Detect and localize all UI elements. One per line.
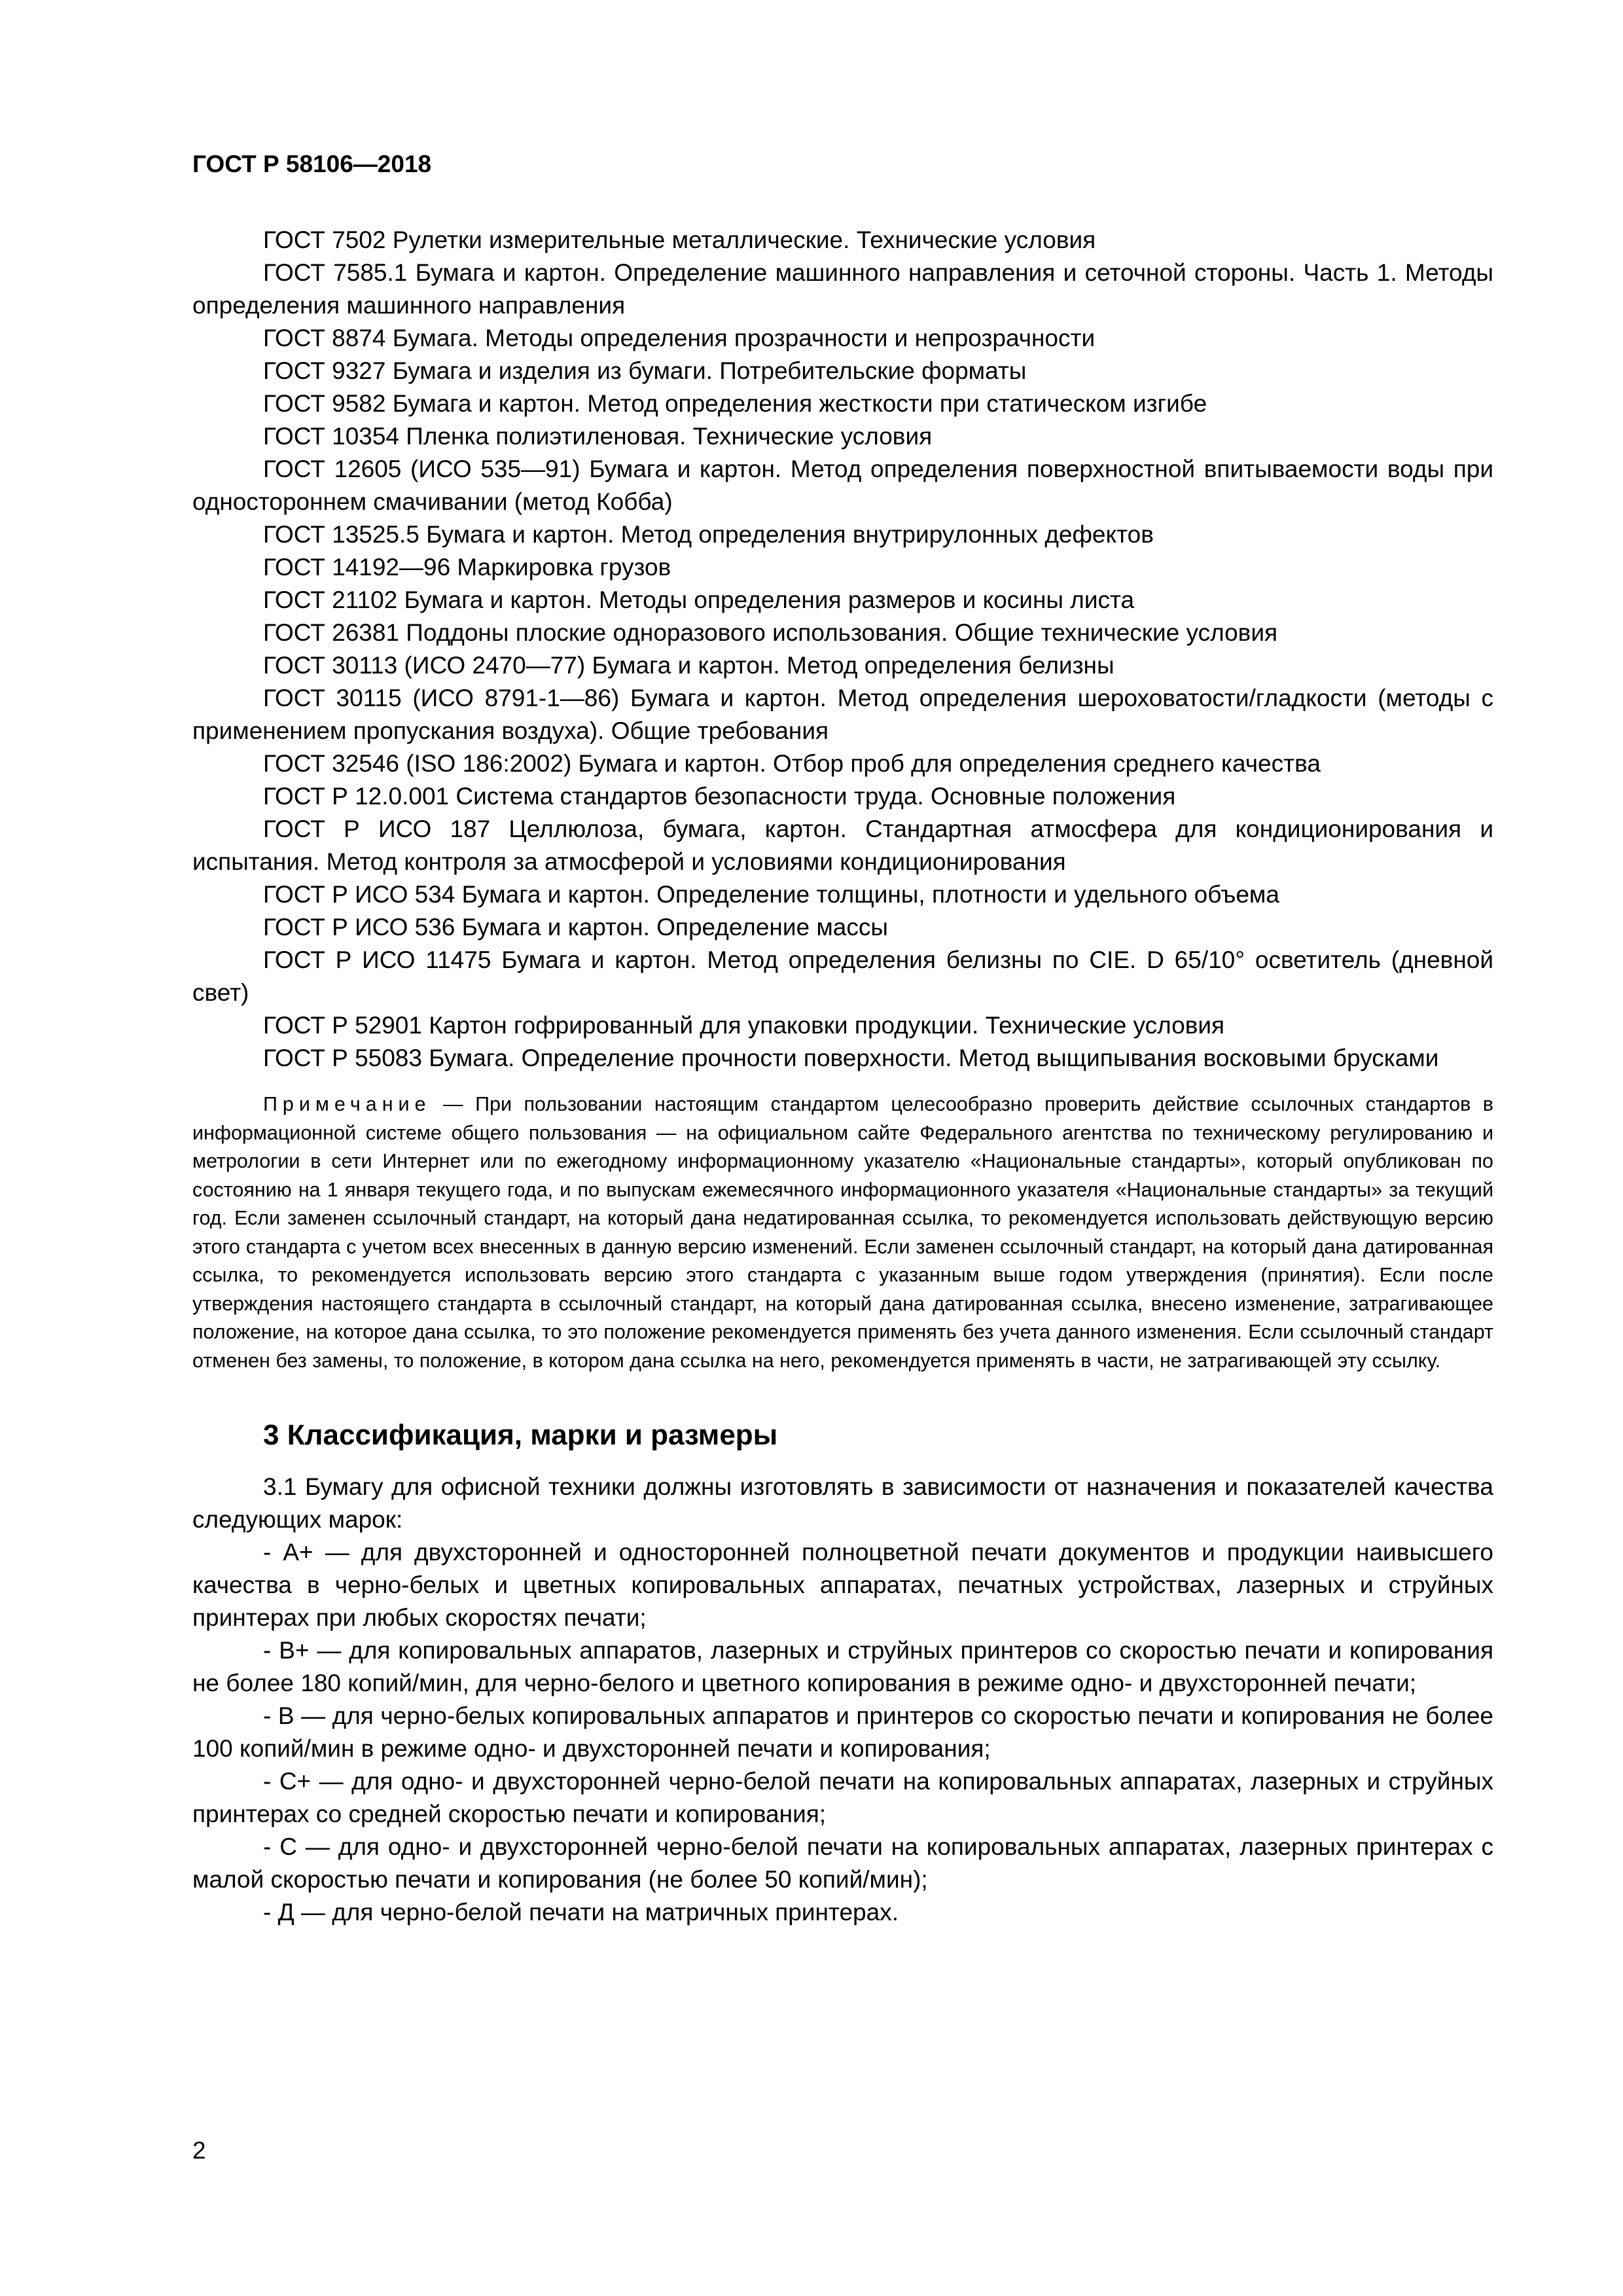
normative-references-list — [192, 224, 1493, 1075]
reference-item: ГОСТ 9327 Бумага и изделия из бумаги. Потребительские форматы — [263, 357, 1027, 384]
section-intro-paragraph: 3.1 Бумагу для офисной техники должны изготовлять в зависимости от назначения и показателей качества следующих марок: — [192, 1473, 1493, 1533]
page-number: 2 — [192, 2137, 206, 2164]
note-block — [192, 1090, 1493, 1375]
reference-item: ГОСТ Р ИСО 187 Целлюлоза, бумага, картон. Стандартная атмосфера для кондиционирования и испытания. Метод контроля за атмосферой и условиями кондиционирования — [192, 816, 1493, 875]
note-label: Примечание — [263, 1093, 431, 1115]
reference-item: ГОСТ Р 12.0.001 Система стандартов безопасности труда. Основные положения — [263, 783, 1176, 810]
reference-item: ГОСТ Р ИСО 534 Бумага и картон. Определение толщины, плотности и удельного объема — [263, 881, 1279, 908]
grade-list-item: - С — для одно- и двухсторонней черно-белой печати на копировальных аппаратах, лазерных принтерах с малой скоростью печати и копирования (не более 50 копий/мин); — [192, 1833, 1493, 1893]
note-text: — При пользовании настоящим стандартом целесообразно проверить действие ссылочных стандартов в информационной системе общего пользования — на официальном сайте Федерального агентства по техническому регулированию и метрологии в сети Интернет или по ежегодному информационному указателю «Национальные стандарты», который опубликован по состоянию на 1 января текущего года, и по выпускам ежемесячного информационного указателя «Национальные стандарты» за текущий год. Если заменен ссылочный стандарт, на который дана недатированная ссылка, то рекомендуется использовать действующую версию этого стандарта с учетом всех внесенных в данную версию изменений. Если заменен ссылочный стандарт, на который дана датированная ссылка, то рекомендуется использовать версию этого стандарта с указанным выше годом утверждения (принятия). Если после утверждения настоящего стандарта в ссылочный стандарт, на который дана датированная ссылка, внесено изменение, затрагивающее положение, на которое дана ссылка, то это положение рекомендуется применять без учета данного изменения. Если ссылочный стандарт отменен без замены, то положение, в котором дана ссылка на него, рекомендуется применять в части, не затрагивающей эту ссылку. — [192, 1093, 1493, 1372]
reference-item: ГОСТ Р ИСО 11475 Бумага и картон. Метод определения белизны по CIE. D 65/10° осветитель (дневной свет) — [192, 946, 1493, 1006]
grade-list-item: - А+ — для двухсторонней и односторонней полноцветной печати документов и продукции наивысшего качества в черно-белых и цветных копировальных аппаратах, печатных устройствах, лазерных и струйных принтерах при любых скоростях печати; — [192, 1539, 1493, 1631]
reference-item: ГОСТ 21102 Бумага и картон. Методы определения размеров и косины листа — [263, 586, 1135, 613]
grade-list-item: - В — для черно-белых копировальных аппаратов и принтеров со скоростью печати и копирования не более 100 копий/мин в режиме одно- и двухсторонней печати и копирования; — [192, 1702, 1493, 1762]
section-heading: 3 Классификация, марки и размеры — [263, 1419, 778, 1451]
reference-item: ГОСТ Р ИСО 536 Бумага и картон. Определение массы — [263, 914, 888, 941]
document-code-header: ГОСТ Р 58106—2018 — [192, 151, 432, 177]
grade-list-item: - С+ — для одно- и двухсторонней черно-белой печати на копировальных аппаратах, лазерных и струйных принтерах со средней скоростью печати и копирования; — [192, 1768, 1493, 1827]
reference-item: ГОСТ 7585.1 Бумага и картон. Определение машинного направления и сеточной стороны. Часть 1. Методы определения машинного направления — [192, 259, 1493, 319]
page-content — [192, 224, 1493, 1929]
reference-item: ГОСТ 9582 Бумага и картон. Метод определения жесткости при статическом изгибе — [263, 390, 1207, 417]
reference-item: ГОСТ 8874 Бумага. Методы определения прозрачности и непрозрачности — [263, 325, 1096, 351]
reference-item: ГОСТ Р 55083 Бумага. Определение прочности поверхности. Метод выщипывания восковыми брусками — [263, 1045, 1439, 1071]
grade-list-item: - Д — для черно-белой печати на матричных принтерах. — [263, 1899, 899, 1926]
reference-item: ГОСТ 26381 Поддоны плоские одноразового использования. Общие технические условия — [263, 619, 1278, 646]
reference-item: ГОСТ 32546 (ISO 186:2002) Бумага и картон. Отбор проб для определения среднего качества — [263, 750, 1321, 777]
reference-item: ГОСТ 10354 Пленка полиэтиленовая. Технические условия — [263, 423, 933, 450]
reference-item: ГОСТ 30113 (ИСО 2470—77) Бумага и картон. Метод определения белизны — [263, 652, 1115, 679]
reference-item: ГОСТ Р 52901 Картон гофрированный для упаковки продукции. Технические условия — [263, 1012, 1225, 1039]
reference-item: ГОСТ 14192—96 Маркировка грузов — [263, 554, 671, 581]
reference-item: ГОСТ 13525.5 Бумага и картон. Метод определения внутрирулонных дефектов — [263, 521, 1154, 548]
reference-item: ГОСТ 7502 Рулетки измерительные металлические. Технические условия — [263, 226, 1096, 253]
grade-list-item: - В+ — для копировальных аппаратов, лазерных и струйных принтеров со скоростью печати и копирования не более 180 копий/мин, для черно-белого и цветного копирования в режиме одно- и двухсторонней печати; — [192, 1637, 1493, 1696]
reference-item: ГОСТ 30115 (ИСО 8791-1—86) Бумага и картон. Метод определения шероховатости/гладкости (методы с применением пропускания воздуха). Общие требования — [192, 685, 1493, 744]
reference-item: ГОСТ 12605 (ИСО 535—91) Бумага и картон. Метод определения поверхностной впитываемости воды при одностороннем смачивании (метод Кобба) — [192, 456, 1493, 515]
